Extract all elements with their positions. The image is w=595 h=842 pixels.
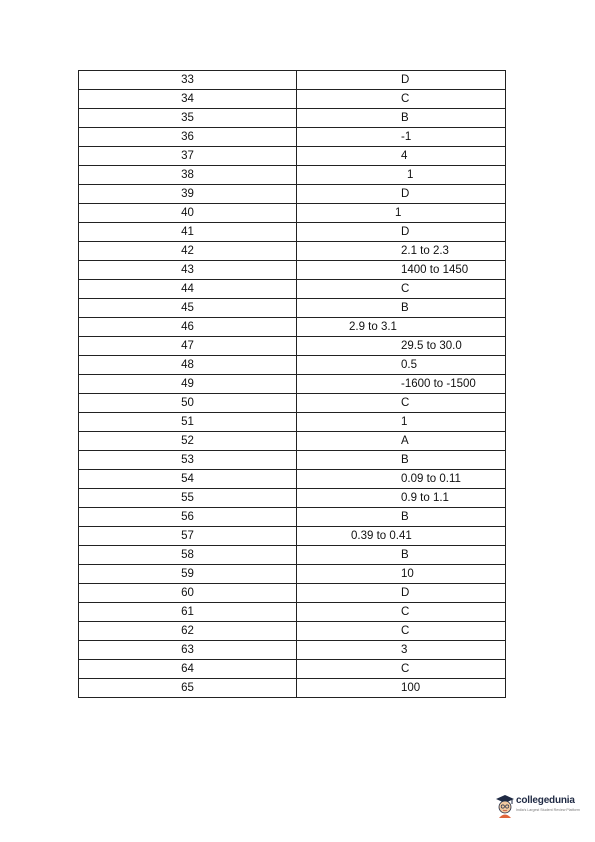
answer-key-body [79,71,506,698]
answer-text: 10 [401,568,414,580]
answer-text: C [401,606,410,618]
answer-text: D [401,587,410,599]
table-row [79,185,506,204]
table-row [79,242,506,261]
question-number-cell: 49 [79,375,297,394]
answer-cell [297,299,506,318]
answer-cell [297,527,506,546]
answer-text: C [401,625,410,637]
table-row [79,261,506,280]
answer-cell [297,128,506,147]
table-row [79,223,506,242]
answer-text: 2.9 to 3.1 [349,321,397,333]
question-number-cell: 53 [79,451,297,470]
question-number-cell: 33 [79,71,297,90]
answer-cell [297,470,506,489]
answer-text: 100 [401,682,421,694]
answer-cell [297,166,506,185]
answer-cell [297,356,506,375]
logo-wordmark: collegedunia [516,795,575,806]
question-number-cell: 35 [79,109,297,128]
question-number-cell: 61 [79,603,297,622]
answer-text: 1400 to 1450 [401,264,469,276]
answer-text: B [401,302,409,314]
answer-cell [297,451,506,470]
table-row [79,337,506,356]
table-row [79,622,506,641]
table-row [79,109,506,128]
answer-cell [297,71,506,90]
answer-cell [297,337,506,356]
table-row [79,147,506,166]
answer-cell [297,641,506,660]
question-number-cell: 39 [79,185,297,204]
answer-cell [297,546,506,565]
question-number-cell: 55 [79,489,297,508]
answer-text: B [401,549,409,561]
table-row [79,356,506,375]
question-number-cell: 37 [79,147,297,166]
answer-cell [297,413,506,432]
answer-cell [297,508,506,527]
question-number-cell: 46 [79,318,297,337]
answer-text: B [401,112,409,124]
answer-cell [297,660,506,679]
answer-text: 2.1 to 2.3 [401,245,449,257]
question-number-cell: 50 [79,394,297,413]
table-row [79,318,506,337]
answer-text: B [401,511,409,523]
answer-cell [297,394,506,413]
answer-cell [297,280,506,299]
table-row [79,166,506,185]
answer-text: C [401,93,410,105]
answer-cell [297,432,506,451]
table-row [79,565,506,584]
table-row [79,413,506,432]
question-number-cell: 48 [79,356,297,375]
table-row [79,71,506,90]
table-row [79,280,506,299]
answer-cell [297,242,506,261]
table-row [79,546,506,565]
answer-text: C [401,283,410,295]
answer-cell [297,489,506,508]
question-number-cell: 45 [79,299,297,318]
answer-cell [297,622,506,641]
question-number-cell: 60 [79,584,297,603]
question-number-cell: 63 [79,641,297,660]
table-row [79,299,506,318]
question-number-cell: 42 [79,242,297,261]
answer-cell [297,204,506,223]
answer-cell [297,679,506,698]
table-row [79,508,506,527]
table-row [79,375,506,394]
table-row [79,204,506,223]
answer-text: D [401,74,410,86]
answer-text: 0.09 to 0.11 [401,473,461,485]
answer-cell [297,185,506,204]
table-row [79,128,506,147]
table-row [79,603,506,622]
answer-text: 4 [401,150,408,162]
answer-text: 0.39 to 0.41 [351,530,412,542]
table-row [79,584,506,603]
question-number-cell: 56 [79,508,297,527]
table-row [79,489,506,508]
table-row [79,90,506,109]
question-number-cell: 38 [79,166,297,185]
answer-text: 0.9 to 1.1 [401,492,449,504]
answer-cell [297,90,506,109]
answer-text: 1 [395,207,402,219]
table-row [79,660,506,679]
answer-cell [297,318,506,337]
answer-text: D [401,188,410,200]
answer-text: D [401,226,410,238]
question-number-cell: 62 [79,622,297,641]
question-number-cell: 40 [79,204,297,223]
answer-key-table [78,70,506,698]
question-number-cell: 47 [79,337,297,356]
table-row [79,679,506,698]
answer-text: 0.5 [401,359,417,371]
table-row [79,451,506,470]
answer-text: 29.5 to 30.0 [401,340,462,352]
table-row [79,394,506,413]
question-number-cell: 58 [79,546,297,565]
question-number-cell: 44 [79,280,297,299]
answer-cell [297,261,506,280]
table-row [79,641,506,660]
answer-text: -1600 to -1500 [401,378,476,390]
question-number-cell: 57 [79,527,297,546]
table-row [79,527,506,546]
question-number-cell: 64 [79,660,297,679]
question-number-cell: 65 [79,679,297,698]
answer-text: -1 [401,131,412,143]
answer-cell [297,603,506,622]
answer-cell [297,109,506,128]
logo-tagline: India's Largest Student Review Platform [516,808,580,812]
answer-cell [297,565,506,584]
question-number-cell: 59 [79,565,297,584]
answer-text: C [401,397,410,409]
answer-text: C [401,663,410,675]
answer-text: 1 [401,416,408,428]
answer-cell [297,375,506,394]
answer-text: B [401,454,409,466]
question-number-cell: 34 [79,90,297,109]
question-number-cell: 51 [79,413,297,432]
answer-cell [297,147,506,166]
question-number-cell: 36 [79,128,297,147]
table-row [79,432,506,451]
question-number-cell: 43 [79,261,297,280]
question-number-cell: 54 [79,470,297,489]
collegedunia-logo [494,792,580,820]
answer-text: A [401,435,409,447]
graduate-mascot-icon [494,792,516,818]
question-number-cell: 52 [79,432,297,451]
table-row [79,470,506,489]
answer-cell [297,223,506,242]
answer-cell [297,584,506,603]
answer-text: 3 [401,644,408,656]
answer-text: 1 [407,169,414,181]
question-number-cell: 41 [79,223,297,242]
